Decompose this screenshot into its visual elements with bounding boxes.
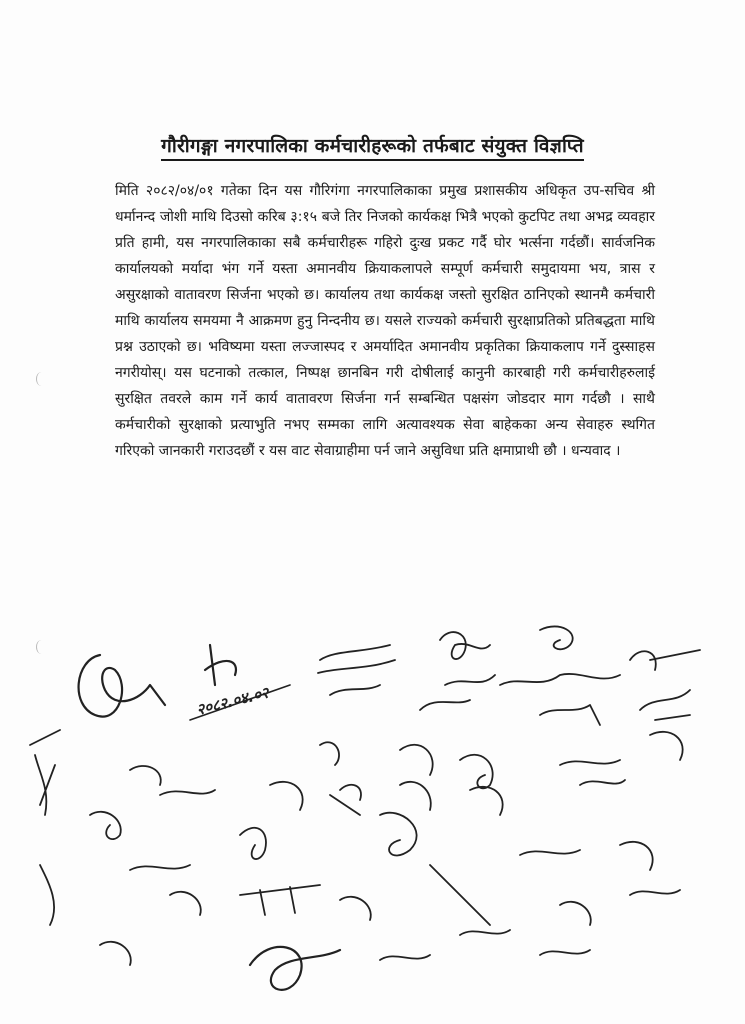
signature-mark [270, 782, 303, 810]
signature-mark [130, 865, 190, 870]
document-title [0, 132, 745, 158]
signature-mark [320, 742, 339, 765]
signature-mark [540, 626, 573, 649]
signature-mark [380, 813, 417, 856]
signature-mark [440, 632, 495, 685]
signature-mark [500, 674, 620, 685]
signature-mark [330, 685, 380, 695]
signature-mark [340, 897, 371, 920]
signature-mark [460, 755, 493, 789]
signature-mark [630, 650, 700, 670]
signature-mark [420, 700, 470, 710]
signature-mark [580, 780, 625, 785]
signature-mark [540, 705, 600, 725]
signature-mark [430, 865, 490, 925]
signature-mark [79, 655, 165, 717]
signature-mark [240, 885, 320, 915]
signature-mark [520, 850, 580, 855]
document-title-text: गौरीगङ्गा नगरपालिका कर्मचारीहरूको तर्फबाट संयुक्त विज्ञप्ति [161, 135, 584, 161]
signature-mark [630, 890, 680, 895]
document-body: मिति २०८२/०४/०१ गतेका दिन यस गौरिगंगा नगरपालिकाका प्रमुख प्रशासकीय अधिकृत उप-सचिव श्री धर्मानन्द जोशी माथि दिउसो करिब ३:१५ बजे तिर निजको कार्यकक्ष भित्रै भएको कुटपिट तथा अभद्र व्यवहार प्रति हामी, यस नगरपालिकाका सबै कर्मचारीहरू गहिरो दुःख प्रकट गर्दै घोर भर्त्सना गर्दछौं। सार्वजनिक कार्यालयको मर्यादा भंग गर्ने यस्ता अमानवीय क्रियाकलापले सम्पूर्ण कर्मचारी समुदायमा भय, त्रास र असुरक्षाको वातावरण सिर्जना भएको छ। कार्यालय तथा कार्यकक्ष जस्तो सुरक्षित ठानिएको स्थानमै कर्मचारी माथि कार्यालय समयमा नै आक्रमण हुनु निन्दनीय छ। यसले राज्यको कर्मचारी सुरक्षाप्रतिको प्रतिबद्धता माथि प्रश्न उठाएको छ। भविष्यमा यस्ता लज्जास्पद र अमर्यादित अमानवीय प्रकृतिका क्रियाकलाप गर्ने दुस्साहस नगरीयोस्। यस घटनाको तत्काल, निष्पक्ष छानबिन गरी दोषीलाई कानुनी कारबाही गरी कर्मचारीहरुलाई सुरक्षित तवरले काम गर्ने कार्य वातावरण सिर्जना गर्न सम्बन्धित पक्षसंग जोडदार माग गर्दछौ । साथै कर्मचारीको सुरक्षाको प्रत्याभुति नभए सम्मका लागि अत्यावश्यक सेवा बाहेकका अन्य सेवाहरु स्थगित गरिएको जानकारी गराउदछौं र यस वाट सेवाग्राहीमा पर्न जाने असुविधा प्रति क्षमाप्राथी छौ । धन्यवाद । [115, 183, 655, 459]
signature-mark [205, 645, 236, 685]
signature-mark [650, 732, 683, 760]
signature-block [0, 615, 745, 1024]
signature-mark [90, 812, 121, 839]
signature-mark [40, 865, 54, 925]
signature-mark [540, 950, 590, 955]
signature-mark [160, 790, 215, 795]
signature-mark [470, 787, 503, 815]
signature-mark [100, 942, 131, 965]
signature-mark [130, 766, 161, 785]
signature-mark [560, 760, 620, 765]
signature-mark [170, 892, 201, 915]
signature-mark [620, 842, 653, 870]
signature-mark [400, 745, 433, 775]
signature-date-stamp: २०८२.०४.०२ [194, 683, 271, 719]
signature-mark [560, 902, 591, 925]
signature-mark [240, 828, 266, 859]
signature-mark [250, 947, 340, 990]
signature-mark [318, 645, 395, 673]
punch-hole-mark [36, 372, 47, 386]
signature-mark [380, 955, 430, 960]
signature-mark [460, 930, 510, 935]
signature-mark [330, 785, 361, 815]
signature-mark [640, 690, 690, 720]
signature-mark [400, 782, 431, 810]
signature-mark [30, 730, 60, 815]
